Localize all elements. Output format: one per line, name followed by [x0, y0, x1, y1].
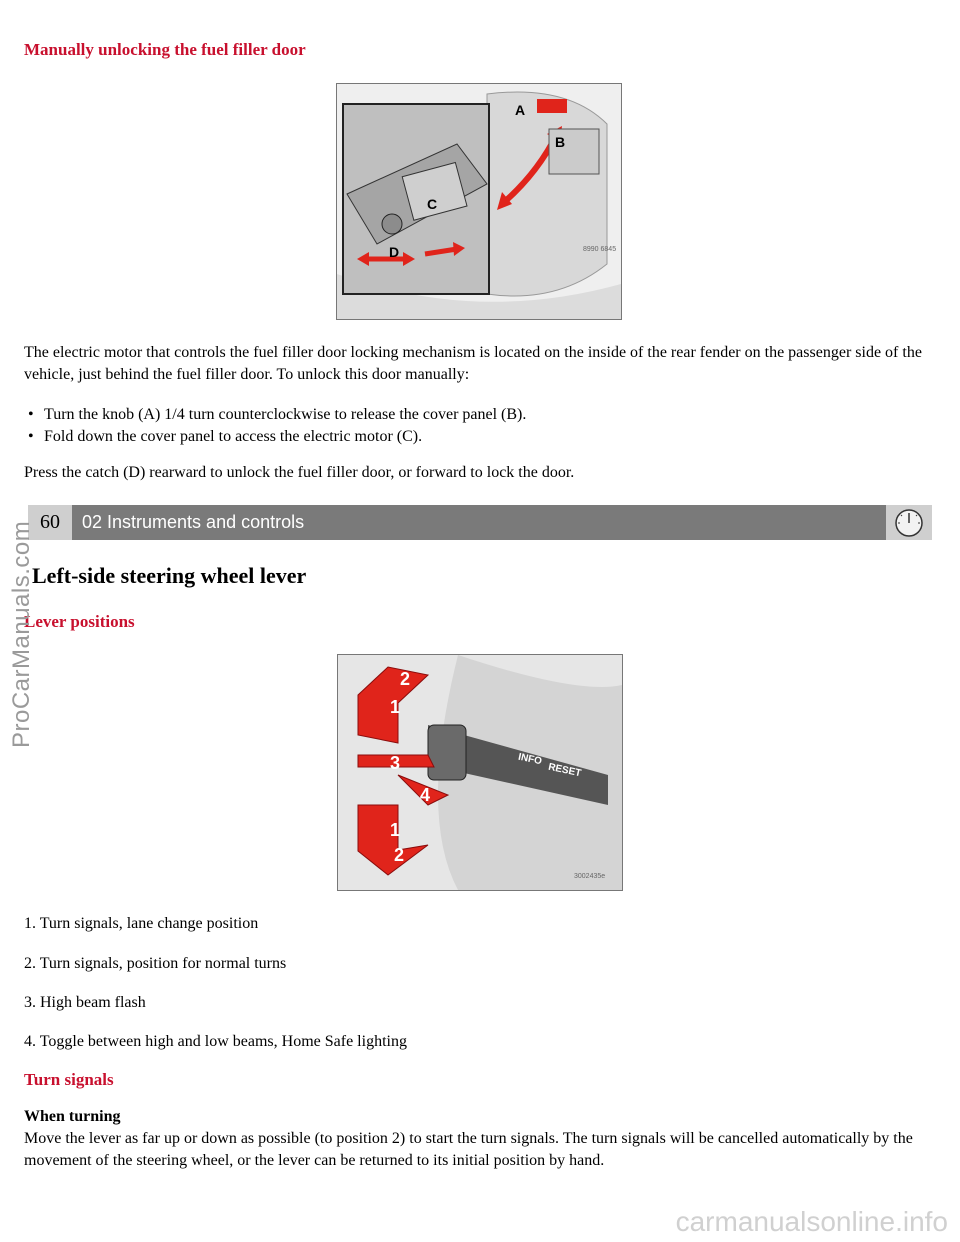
position-label-4: 4	[420, 785, 431, 805]
fuel-door-steps	[24, 404, 526, 448]
page-number: 60	[28, 505, 72, 540]
position-label-2-down: 2	[394, 845, 405, 865]
label-d: D	[389, 244, 400, 260]
section-subtitle: Lever positions	[24, 612, 135, 631]
turn-signals-heading: Turn signals	[24, 1070, 114, 1089]
figure-code: 8990 6845	[583, 246, 617, 253]
when-turning-heading: When turning	[24, 1108, 121, 1125]
label-a: A	[515, 102, 526, 118]
side-watermark: ProCarManuals.com	[8, 520, 35, 748]
figure-code: 3002435e	[574, 873, 606, 880]
bottom-watermark: carmanualsonline.info	[675, 1206, 948, 1237]
lever-info-text: INFO	[517, 751, 543, 768]
position-label-1-down: 1	[390, 820, 401, 840]
label-b: B	[555, 134, 566, 150]
section-title-fuel-door: Manually unlocking the fuel filler door	[24, 40, 306, 59]
fuel-door-figure	[336, 83, 622, 320]
position-label-1-up: 1	[390, 697, 401, 717]
label-c: C	[427, 196, 438, 212]
chapter-header	[28, 505, 932, 540]
position-label-3: 3	[390, 753, 401, 773]
position-item-3: 3. High beam flash	[24, 994, 146, 1011]
gauge-icon	[886, 505, 932, 540]
position-item-4: 4. Toggle between high and low beams, Home Safe lighting	[24, 1033, 407, 1050]
chapter-title: 02 Instruments and controls	[82, 512, 305, 532]
position-label-2-up: 2	[400, 669, 411, 689]
fuel-door-closing: Press the catch (D) rearward to unlock the fuel filler door, or forward to lock the door.	[24, 464, 575, 481]
position-item-2: 2. Turn signals, position for normal turns	[24, 955, 287, 972]
lever-figure	[337, 654, 623, 891]
list-item: • Turn the knob (A) 1/4 turn counterclockwise to release the cover panel (B).	[24, 404, 526, 426]
fuel-door-paragraph: The electric motor that controls the fuel filler door locking mechanism is located on the inside of the rear fender on the passenger side of the vehicle, just behind the fuel filler door. To unlock this door manually:	[24, 344, 922, 383]
list-item: • Fold down the cover panel to access the electric motor (C).	[24, 426, 526, 448]
page-title: Left-side steering wheel lever	[32, 563, 307, 588]
fuel-door-illustration	[337, 84, 621, 319]
when-turning-text: Move the lever as far up or down as possible (to position 2) to start the turn signals. The turn signals will be cancelled automatically by the movement of the steering wheel, or the lever can be returned to its initial position by hand.	[24, 1130, 913, 1169]
position-item-1: 1. Turn signals, lane change position	[24, 915, 259, 932]
lever-reset-text: RESET	[547, 761, 583, 780]
